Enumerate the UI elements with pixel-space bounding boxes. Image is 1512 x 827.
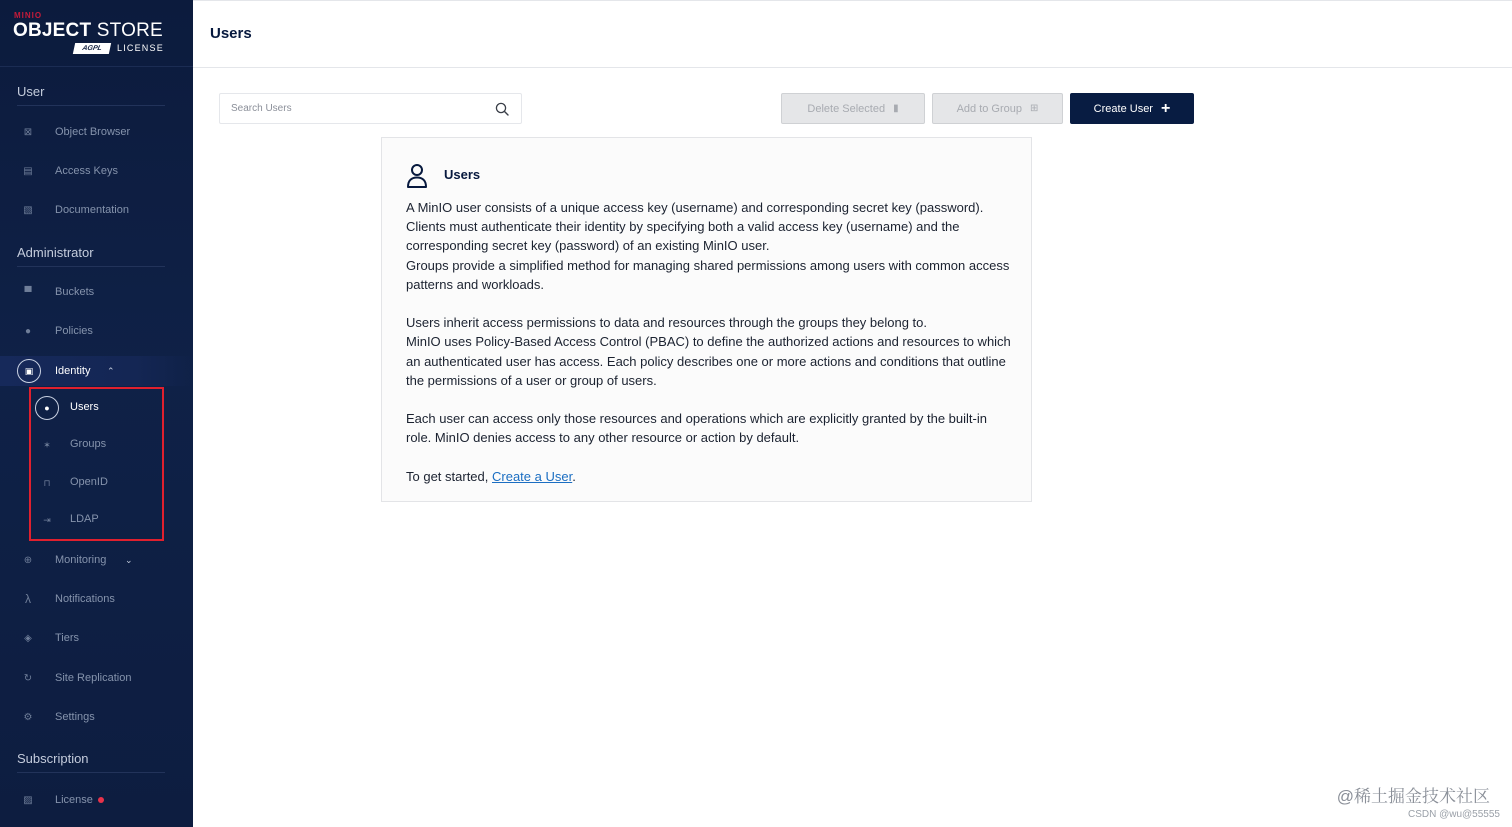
- sidebar-item-label: OpenID: [70, 476, 108, 488]
- page-header: [193, 0, 1512, 68]
- replication-icon: ↻: [23, 672, 33, 684]
- sidebar-item-documentation[interactable]: [0, 195, 193, 225]
- sidebar-item-site-replication[interactable]: [0, 663, 193, 693]
- access-keys-icon: ▤: [23, 165, 33, 177]
- help-text: Users inherit access permissions to data and resources through the groups they belong to.: [406, 315, 928, 331]
- users-help-card: [381, 137, 1032, 502]
- help-paragraph: [406, 409, 1012, 447]
- create-user-button[interactable]: [1070, 93, 1194, 124]
- sidebar-item-label: Access Keys: [55, 165, 118, 177]
- help-text: Each user can access only those resources and operations which are explicitly granted by the built-in role. MinIO denies access to any other resource or action by default.: [406, 411, 987, 446]
- sidebar-item-object-browser[interactable]: [0, 117, 193, 147]
- sidebar-item-label: LDAP: [70, 513, 99, 525]
- sidebar-item-access-keys[interactable]: [0, 156, 193, 186]
- identity-icon: ▣: [17, 359, 41, 383]
- sidebar-item-settings[interactable]: [0, 702, 193, 732]
- sidebar-item-label: Monitoring: [55, 554, 107, 566]
- section-divider: [17, 772, 165, 773]
- section-divider: [17, 105, 165, 106]
- license-label-text: License: [55, 794, 93, 806]
- sidebar-item-license[interactable]: [0, 785, 193, 815]
- page-title: Users: [210, 25, 252, 42]
- help-paragraph: [406, 467, 1012, 486]
- sidebar-item-identity[interactable]: [0, 356, 193, 386]
- logo[interactable]: [0, 0, 193, 67]
- license-icon: ▨: [23, 794, 33, 806]
- logo-product-rest: STORE: [91, 20, 163, 41]
- plus-icon: +: [1160, 99, 1171, 117]
- help-text: MinIO uses Policy-Based Access Control (PBAC) to define the authorized actions and resources to which an authenticated user has access. Each policy describes one or more actions and conditions that outline the permissions of a user or group of users.: [406, 334, 1011, 388]
- create-user-link[interactable]: Create a User: [492, 468, 573, 484]
- watermark-credit: CSDN @wu@55555: [1407, 809, 1500, 820]
- sidebar-item-label: Documentation: [55, 204, 129, 216]
- search-icon[interactable]: [495, 102, 509, 116]
- logo-agpl-badge: AGPL: [73, 43, 111, 54]
- gear-icon: ⚙: [23, 711, 33, 723]
- search-box: [219, 93, 522, 124]
- policies-icon: ●: [24, 325, 32, 337]
- logo-product-bold: OBJECT: [13, 20, 92, 41]
- help-paragraph: [406, 198, 1012, 294]
- sidebar-item-label: Settings: [55, 711, 95, 723]
- logo-minio-text: MINIO: [14, 11, 43, 20]
- sidebar-item-label: Object Browser: [55, 126, 131, 138]
- card-title: Users: [444, 167, 481, 182]
- delete-selected-button[interactable]: [781, 93, 925, 124]
- section-administrator: Administrator: [17, 245, 94, 260]
- create-user-label: Create User: [1093, 102, 1153, 115]
- help-text: .: [572, 468, 576, 484]
- watermark: @稀土掘金技术社区: [1336, 787, 1490, 806]
- sidebar-item-buckets[interactable]: [0, 277, 193, 307]
- tiers-icon: ◈: [24, 632, 32, 644]
- identity-submenu-highlight: [29, 387, 164, 541]
- trash-icon: ▮: [893, 103, 899, 114]
- sidebar-item-label: Site Replication: [55, 672, 132, 684]
- object-browser-icon: ⊠: [23, 126, 33, 138]
- lambda-icon: λ: [25, 592, 31, 606]
- sidebar-item-notifications[interactable]: [0, 584, 193, 614]
- documentation-icon: ▧: [23, 204, 33, 216]
- sidebar-item-label: Users: [70, 401, 99, 413]
- logo-product-name: [13, 20, 163, 42]
- login-icon: ⇥: [43, 514, 51, 525]
- sidebar-item-policies[interactable]: [0, 316, 193, 346]
- section-divider: [17, 266, 165, 267]
- section-subscription: Subscription: [17, 751, 89, 766]
- logo-license-text: LICENSE: [117, 43, 164, 53]
- sidebar-item-tiers[interactable]: [0, 623, 193, 653]
- sidebar-item-label: Groups: [70, 438, 107, 450]
- help-text: To get started,: [406, 468, 492, 484]
- license-alert-dot: [98, 797, 104, 803]
- sidebar-item-label: [55, 794, 104, 806]
- help-text: Groups provide a simplified method for managing shared permissions among users with common access patterns and workloads.: [406, 257, 1010, 292]
- help-text: A MinIO user consists of a unique access key (username) and corresponding secret key (password). Clients must authenticate their identity by specifying both a valid access key (username) and the corresponding secret key (password) of an existing MinIO user.: [406, 200, 984, 254]
- sidebar-item-label: Tiers: [55, 632, 80, 644]
- sidebar: [0, 0, 193, 827]
- buckets-icon: ▀: [24, 286, 32, 298]
- lock-icon: ⊓: [43, 477, 51, 488]
- add-to-group-button[interactable]: [932, 93, 1063, 124]
- delete-selected-label: Delete Selected: [807, 102, 886, 115]
- chevron-up-icon[interactable]: ⌃: [107, 365, 115, 376]
- chevron-down-icon[interactable]: ⌄: [125, 554, 133, 565]
- add-to-group-label: Add to Group: [956, 102, 1023, 115]
- groups-icon: ✶: [43, 439, 51, 450]
- sidebar-item-label: Identity: [55, 365, 91, 377]
- user-icon: ●: [35, 396, 59, 420]
- groups-icon: ⊞: [1030, 103, 1039, 114]
- card-header: [406, 162, 428, 188]
- sidebar-item-label: Notifications: [55, 593, 115, 605]
- user-outline-icon: [406, 163, 428, 188]
- sidebar-item-monitoring[interactable]: [0, 545, 193, 575]
- card-body: [406, 198, 1012, 505]
- sidebar-item-label: Buckets: [55, 286, 95, 298]
- sidebar-item-label: Policies: [55, 325, 93, 337]
- section-user: User: [17, 84, 45, 99]
- monitoring-icon: ⊕: [23, 554, 33, 566]
- help-paragraph: [406, 313, 1012, 390]
- search-input[interactable]: [231, 94, 491, 123]
